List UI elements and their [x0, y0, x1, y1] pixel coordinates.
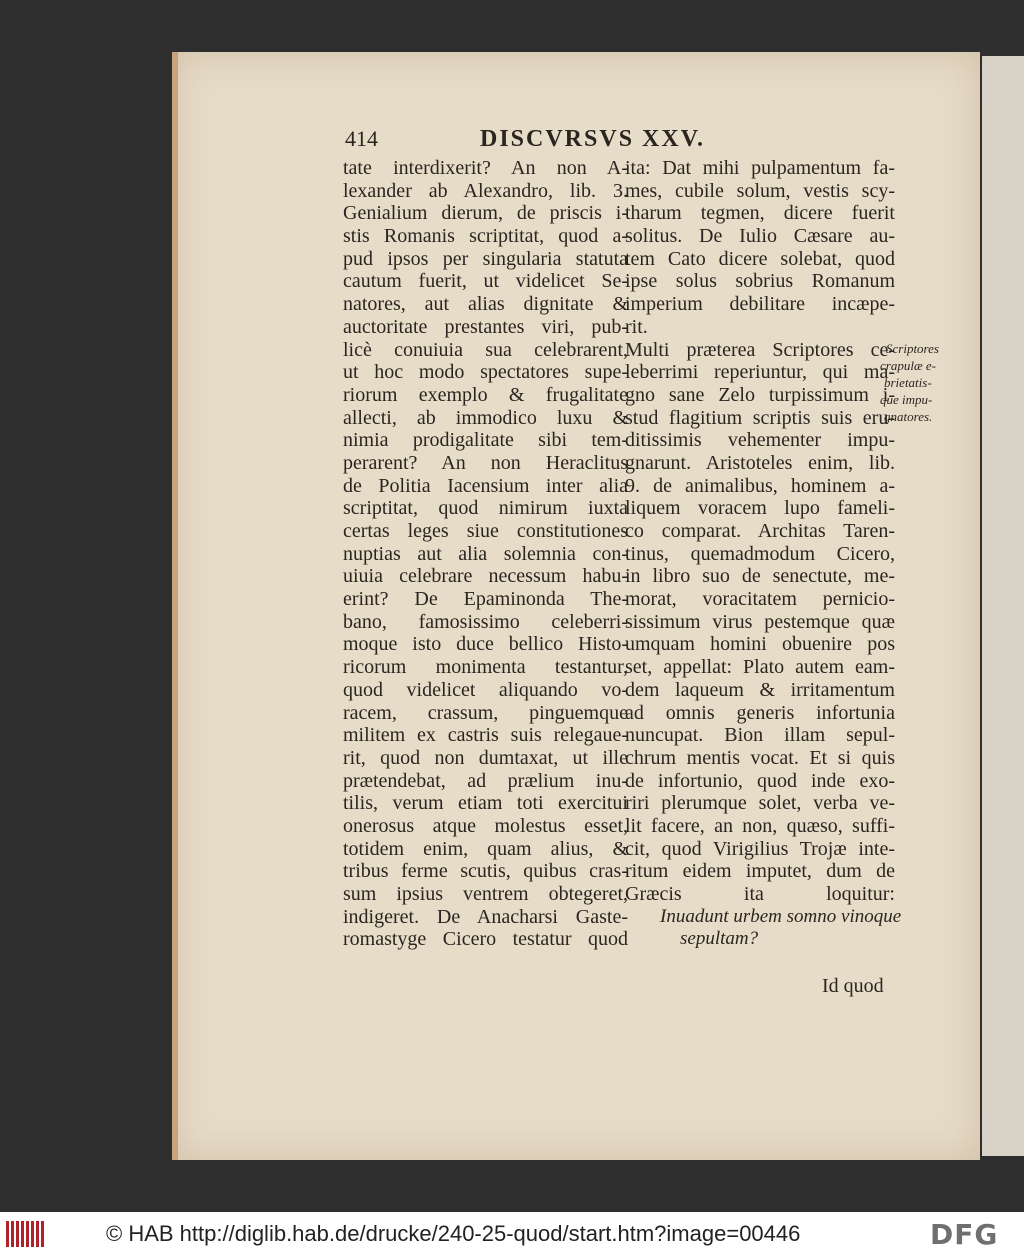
- text-line: Genialium dierum, de priscis i-: [343, 202, 628, 225]
- text-line: ricorum monimenta testantur,: [343, 656, 628, 679]
- text-line: tharum tegmen, dicere fuerit: [625, 202, 895, 225]
- text-line: gnarunt. Aristoteles enim, lib.: [625, 451, 895, 474]
- marginal-note: [880, 340, 970, 425]
- text-line: stis Romanis scriptitat, quod a-: [343, 225, 628, 248]
- text-line: certas leges siue constitutiones: [343, 520, 628, 542]
- text-line: sissimum virus pestemque quæ: [625, 610, 895, 633]
- marginal-line: gnatores.: [884, 409, 933, 424]
- text-line: tinus, quemadmodum Cicero,: [625, 542, 895, 565]
- text-line: tilis, verum etiam toti exercitui: [343, 792, 628, 815]
- text-line: leberrimi reperiuntur, qui ma-: [625, 361, 895, 384]
- left-text-column: [343, 157, 628, 951]
- text-line: nuptias aut alia solemnia con-: [343, 542, 628, 565]
- running-title: DISCVRSVS XXV.: [480, 126, 705, 152]
- text-line: de infortunio, quod inde exo-: [625, 769, 895, 792]
- text-line: ditissimis vehementer impu-: [625, 429, 895, 452]
- text-line: nimia prodigalitate sibi tem-: [343, 429, 628, 452]
- text-line: racem, crassum, pinguemque: [343, 701, 628, 724]
- text-line: chrum mentis vocat. Et si quis: [625, 746, 895, 769]
- text-line: ita: Dat mihi pulpamentum fa-: [625, 157, 895, 179]
- copyright-url[interactable]: © HAB http://diglib.hab.de/drucke/240-25-quod/start.htm?image=00446: [106, 1221, 801, 1246]
- page-number: 414: [345, 126, 378, 151]
- marginal-line: crapulæ e-: [880, 358, 936, 373]
- text-line: gno sane Zelo turpissimum i-: [625, 383, 895, 406]
- text-line: lit facere, an non, quæso, suffi-: [625, 814, 895, 837]
- text-line: totidem enim, quam alius, &: [343, 837, 628, 860]
- footer-bar: [0, 1212, 1024, 1255]
- text-line: mes, cubile solum, vestis scy-: [625, 179, 895, 202]
- text-line: stud flagitium scriptis suis eru-: [625, 406, 895, 429]
- text-line: umquam homini obuenire pos: [625, 633, 895, 656]
- text-line: scriptitat, quod nimirum iuxta: [343, 497, 628, 520]
- text-line: uiuia celebrare necessum habu-: [343, 565, 628, 588]
- text-line: romastyge Cicero testatur quod: [343, 928, 628, 951]
- text-line: militem ex castris suis relegaue-: [343, 724, 628, 747]
- text-line: onerosus atque molestus esset,: [343, 814, 628, 837]
- text-line: ad omnis generis infortunia: [625, 701, 895, 724]
- text-line: cit, quod Virigilius Trojæ inte-: [625, 837, 895, 860]
- text-line: 9. de animalibus, hominem a-: [625, 474, 895, 497]
- text-line: licè conuiuia sua celebrarent,: [343, 338, 628, 361]
- text-line: de Politia Iacensium inter alia: [343, 474, 628, 497]
- marginal-line: que impu-: [880, 392, 933, 407]
- text-line: allecti, ab immodico luxu &: [343, 406, 628, 429]
- text-line: tribus ferme scutis, quibus cras-: [343, 860, 628, 883]
- text-line: morat, voracitatem pernicio-: [625, 588, 895, 611]
- text-line: dem laqueum & irritamentum: [625, 678, 895, 701]
- text-line: cautum fuerit, ut videlicet Se-: [343, 270, 628, 293]
- marginal-line: Scriptores: [886, 341, 939, 356]
- text-line: riri plerumque solet, verba ve-: [625, 792, 895, 815]
- verse-line: sepultam?: [680, 928, 759, 950]
- text-line: ut hoc modo spectatores supe-: [343, 361, 628, 384]
- page-left-edge: [172, 52, 178, 1160]
- text-line: lexander ab Alexandro, lib. 3.: [343, 179, 628, 202]
- hab-logo-icon: [6, 1221, 46, 1247]
- text-line: perarent? An non Heraclitus: [343, 451, 628, 474]
- verse-line: Inuadunt urbem somno vinoque: [660, 905, 902, 927]
- text-line: auctoritate prestantes viri, pub-: [343, 315, 628, 338]
- text-line: rit.: [625, 315, 648, 338]
- text-line: in libro suo de senectute, me-: [625, 565, 895, 588]
- adjacent-page-edge: [982, 56, 1024, 1156]
- right-text-column: [625, 157, 902, 951]
- text-line: tate interdixerit? An non A-: [343, 157, 628, 179]
- text-line: sum ipsius ventrem obtegeret,: [343, 883, 628, 905]
- text-line: ipse solus sobrius Romanum: [625, 270, 895, 293]
- text-line: prætendebat, ad prælium inu-: [343, 769, 628, 792]
- marginal-line: brietatis-: [884, 375, 932, 390]
- text-line: erint? De Epaminonda The-: [343, 588, 628, 611]
- text-line: co comparat. Architas Taren-: [625, 520, 895, 542]
- text-line: indigeret. De Anacharsi Gaste-: [343, 905, 628, 928]
- text-line: moque isto duce bellico Histo-: [343, 633, 628, 656]
- text-line: imperium debilitare incæpe-: [625, 293, 895, 316]
- text-line: rit, quod non dumtaxat, ut ille: [343, 746, 628, 769]
- text-line: ritum eidem imputet, dum de: [625, 860, 895, 883]
- text-line: nuncupat. Bion illam sepul-: [625, 724, 895, 747]
- text-line: natores, aut alias dignitate &: [343, 293, 628, 316]
- text-line: solitus. De Iulio Cæsare au-: [625, 225, 895, 248]
- text-line: set, appellat: Plato autem eam-: [625, 656, 895, 679]
- text-line: pud ipsos per singularia statuta: [343, 247, 628, 270]
- text-line: Multi præterea Scriptores ce-: [625, 338, 895, 361]
- catchword: Id quod: [822, 975, 884, 997]
- text-line: Græcis ita loquitur:: [625, 883, 895, 905]
- text-line: quod videlicet aliquando vo-: [343, 678, 628, 701]
- text-line: bano, famosissimo celeberri-: [343, 610, 628, 633]
- text-line: riorum exemplo & frugalitate: [343, 383, 628, 406]
- text-line: tem Cato dicere solebat, quod: [625, 247, 895, 270]
- text-line: liquem voracem lupo fameli-: [625, 497, 895, 520]
- dfg-logo: DFG: [930, 1218, 999, 1251]
